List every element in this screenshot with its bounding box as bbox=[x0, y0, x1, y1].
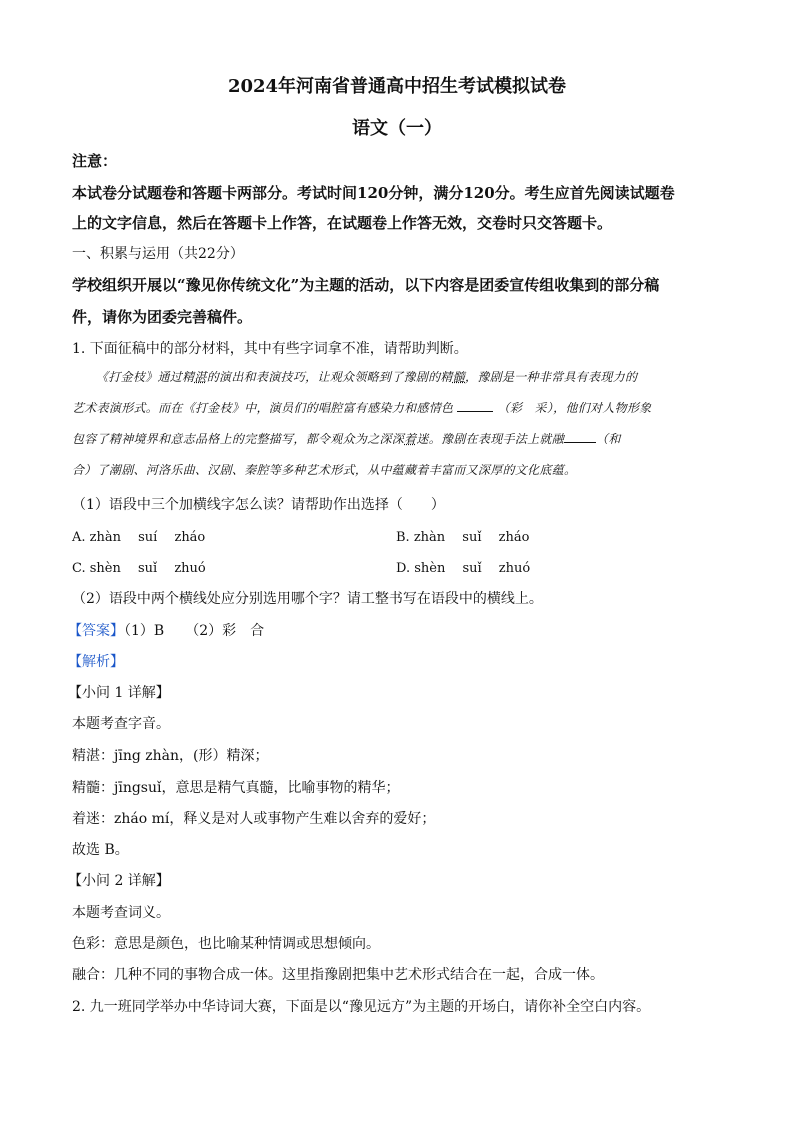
part-2-line: 本题考查词义。 bbox=[72, 905, 170, 921]
answer-row bbox=[68, 620, 264, 640]
answer-text: （1）B （2）彩 合 bbox=[124, 623, 265, 639]
question-1-sub-2: （2）语段中两个横线处应分别选用哪个字？请工整书写在语段中的横线上。 bbox=[72, 591, 543, 607]
answer-tag: 【答案】 bbox=[68, 623, 124, 639]
part-1-line: 本题考查字音。 bbox=[72, 716, 170, 732]
blank-1[interactable] bbox=[457, 399, 493, 412]
page-subtitle: 语文（一） bbox=[352, 118, 442, 139]
marked-char-zhan: 湛 bbox=[194, 370, 207, 384]
part-1-line: 精髓：jīngsuǐ，意思是精气真髓，比喻事物的精华； bbox=[72, 780, 400, 796]
question-1-sub-1: （1）语段中三个加横线字怎么读？请帮助作出选择（ ） bbox=[72, 497, 445, 513]
option-d[interactable]: D. shèn suǐ zhuó bbox=[396, 561, 531, 576]
part-1-line: 着迷：zháo mí，释义是对人或事物产生难以舍弃的爱好； bbox=[72, 811, 436, 827]
part-1-line: 故选 B。 bbox=[72, 842, 129, 858]
option-b[interactable]: B. zhàn suǐ zháo bbox=[396, 530, 530, 545]
option-a[interactable]: A. zhàn suí zháo bbox=[72, 530, 206, 545]
passage-line-1: 《打金枝》通过精湛的演出和表演技巧，让观众领略到了豫剧的精髓，豫剧是一种非常具有表现力的 bbox=[96, 370, 638, 384]
section-intro-2: 件，请你为团委完善稿件。 bbox=[72, 308, 253, 326]
question-1-stem: 1. 下面征稿中的部分材料，其中有些字词拿不准，请帮助判断。 bbox=[72, 341, 468, 357]
marked-char-sui: 髓 bbox=[452, 370, 466, 384]
question-1-passage bbox=[72, 362, 722, 486]
part-2-heading: 【小问 2 详解】 bbox=[68, 873, 170, 889]
passage-line-2: 艺术表演形式。而在《打金枝》中，演员们的唱腔富有感染力和感情色 （彩 采），他们对人物形象 bbox=[72, 401, 652, 415]
passage-line-3: 包容了精神境界和意志品格上的完整描写，都令观众为之深深着迷。豫剧在表现手法上就融 （和 bbox=[72, 432, 621, 446]
section-heading: 一、积累与运用（共22分） bbox=[72, 246, 244, 262]
marked-char-zhao: 着 bbox=[404, 432, 417, 446]
page-title: 2024年河南省普通高中招生考试模拟试卷 bbox=[227, 76, 567, 97]
part-2-line: 融合：几种不同的事物合成一体。这里指豫剧把集中艺术形式结合在一起，合成一体。 bbox=[72, 967, 604, 983]
part-2-line: 色彩：意思是颜色，也比喻某种情调或思想倾向。 bbox=[72, 936, 380, 952]
notice-label: 注意： bbox=[72, 152, 118, 170]
notice-line-2: 上的文字信息，然后在答题卡上作答，在试题卷上作答无效，交卷时只交答题卡。 bbox=[72, 214, 613, 232]
part-1-line: 精湛：jīng zhàn，(形）精深； bbox=[72, 748, 269, 764]
blank-2[interactable] bbox=[564, 430, 596, 443]
option-c[interactable]: C. shèn suǐ zhuó bbox=[72, 561, 206, 576]
analysis-row bbox=[68, 651, 124, 671]
analysis-tag: 【解析】 bbox=[68, 654, 124, 670]
section-intro-1: 学校组织开展以“豫见你传统文化”为主题的活动，以下内容是团委宣传组收集到的部分稿 bbox=[72, 276, 660, 294]
part-1-heading: 【小问 1 详解】 bbox=[68, 685, 170, 701]
question-2-stem: 2. 九一班同学举办中华诗词大赛，下面是以“豫见远方”为主题的开场白，请你补全空白内容。 bbox=[72, 999, 651, 1015]
notice-line-1: 本试卷分试题卷和答题卡两部分。考试时间120分钟，满分120分。考生应首先阅读试题卷 bbox=[72, 184, 675, 202]
passage-line-4: 合）了潮剧、河洛乐曲、汉剧、秦腔等多种艺术形式，从中蕴藏着丰富而又深厚的文化底蕴。 bbox=[72, 463, 577, 477]
